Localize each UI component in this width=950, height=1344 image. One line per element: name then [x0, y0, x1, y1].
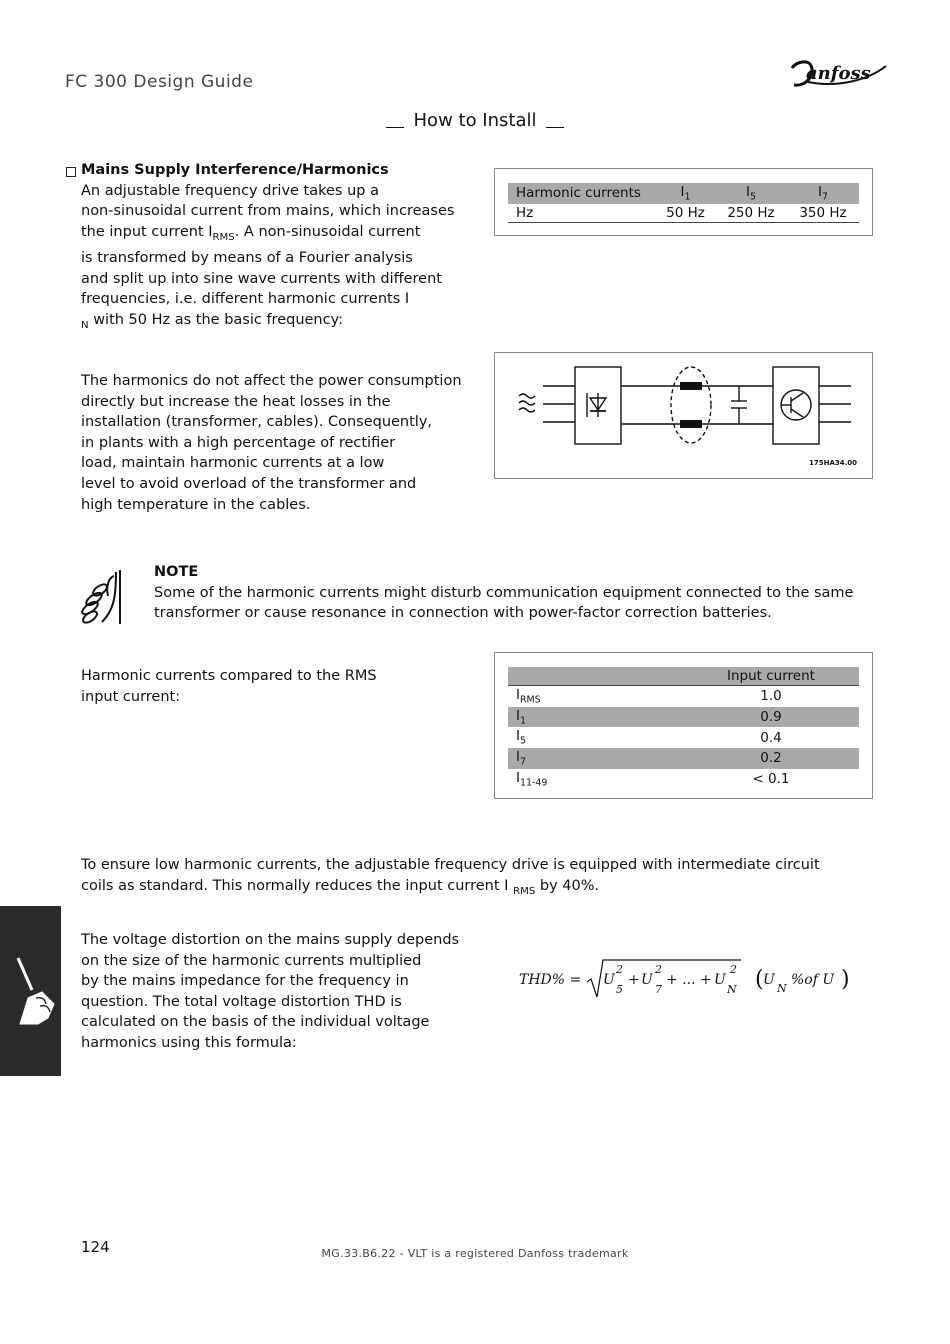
drive-circuit-diagram	[495, 353, 872, 478]
harmonics-paragraph	[81, 371, 481, 515]
paragraph-line: question. The total voltage distortion THD is	[81, 993, 402, 1010]
note-block	[154, 562, 874, 624]
formula-sub: 7	[655, 983, 662, 996]
table-row	[508, 686, 859, 707]
paragraph-line: on the size of the harmonic currents multiplied	[81, 952, 422, 969]
svg-text:anfoss: anfoss	[806, 63, 871, 84]
paragraph-line: load, maintain harmonic currents at a low	[81, 455, 385, 472]
paragraph-line: The voltage distortion on the mains supply depends	[81, 932, 460, 948]
table-cell-label: $I_7$	[516, 749, 526, 768]
mains-line: and split up into sine wave currents with different	[81, 270, 442, 287]
mains-heading: Mains Supply Interference/Harmonics	[81, 162, 389, 178]
paragraph-line: in plants with a high percentage of rectifier	[81, 434, 396, 451]
paragraph-line: To ensure low harmonic currents, the adjustable frequency drive is equipped with intermediate circuit	[81, 857, 820, 873]
formula-sup: 2	[616, 963, 623, 976]
table-cell-label: $I_5$	[516, 728, 526, 748]
paragraph-line: The harmonics do not affect the power consumption	[81, 373, 462, 389]
mains-paragraph	[81, 160, 481, 337]
table-header-row	[508, 183, 859, 204]
formula-term: U	[603, 972, 615, 988]
formula-lhs: THD% =	[519, 972, 582, 988]
document-title: FC 300 Design Guide	[65, 72, 254, 92]
section-title-text: How to Install	[413, 110, 537, 131]
note-line: Some of the harmonic currents might disturb communication equipment connected to the same	[154, 584, 854, 601]
compare-paragraph	[81, 666, 441, 707]
paragraph-line: directly but increase the heat losses in the	[81, 393, 391, 410]
input-current-table-box	[494, 652, 873, 799]
formula-term: U	[714, 972, 726, 988]
section-dash-left	[386, 127, 404, 128]
formula-note-tail: %of U	[791, 972, 835, 988]
installation-hand-icon	[0, 906, 61, 1076]
bullet-square	[66, 167, 76, 177]
footer-text: MG.33.B6.22 - VLT is a registered Danfoss trademark	[321, 1247, 629, 1260]
table-header-cell: $I_7$	[817, 184, 828, 203]
table-cell-label: $I_1$	[516, 707, 526, 727]
paragraph-line: level to avoid overload of the transformer and	[81, 475, 417, 492]
formula-op: +	[628, 972, 640, 988]
formula-sup: 2	[655, 963, 662, 976]
note-hand-icon	[80, 566, 126, 628]
note-title: NOTE	[154, 564, 199, 580]
input-current-table	[508, 667, 859, 789]
drive-circuit-diagram-box	[494, 352, 873, 479]
table-cell: 350 Hz	[799, 204, 847, 221]
voltage-paragraph	[81, 930, 481, 1054]
formula-note-sub: N	[777, 982, 787, 995]
table-header-cell	[508, 667, 683, 686]
formula-paren-close: )	[841, 967, 850, 992]
mains-line: frequencies, i.e. different harmonic currents I	[81, 291, 410, 308]
mains-line: $_N$ with 50 Hz as the basic frequency:	[81, 312, 344, 331]
table-header-row	[508, 667, 859, 686]
harmonic-frequency-table-box	[494, 168, 873, 236]
table-cell: 250 Hz	[727, 204, 775, 221]
table-cell-label: $I_{RMS}$	[516, 687, 541, 706]
table-cell: 50 Hz	[666, 204, 705, 221]
section-title	[0, 110, 950, 131]
table-header-cell: $I_5$	[745, 184, 756, 203]
paragraph-line: high temperature in the cables.	[81, 496, 311, 513]
table-cell-value: 1.0	[760, 688, 782, 705]
formula-sub: N	[727, 983, 737, 996]
formula-op: + ... +	[666, 972, 712, 988]
table-row	[508, 748, 859, 769]
mains-line: non-sinusoidal current from mains, which increases	[81, 203, 455, 220]
table-cell-value: 0.2	[760, 750, 782, 767]
paragraph-line: by the mains impedance for the frequency in	[81, 973, 409, 990]
paragraph-line: calculated on the basis of the individual voltage	[81, 1014, 430, 1031]
mains-line: is transformed by means of a Fourier analysis	[81, 250, 413, 267]
installation-section-tab	[0, 906, 61, 1076]
coils-paragraph	[81, 855, 881, 902]
table-row	[508, 727, 859, 748]
formula-sub: 5	[616, 983, 623, 996]
danfoss-logo	[788, 52, 888, 92]
table-header-cell: Input current	[727, 668, 815, 684]
formula-paren-open: (	[755, 967, 764, 992]
table-row	[508, 769, 859, 790]
table-row	[508, 707, 859, 728]
formula-sup: 2	[730, 963, 737, 976]
table-header-cell: $I_1$	[680, 184, 691, 203]
table-cell: Hz	[516, 204, 534, 221]
mains-line: An adjustable frequency drive takes up a	[81, 182, 379, 199]
paragraph-line: Harmonic currents compared to the RMS	[81, 668, 377, 684]
page-number: 124	[81, 1238, 110, 1256]
formula-note-u: U	[763, 972, 775, 988]
table-cell-label: $I_{11-49}$	[516, 769, 548, 789]
section-dash-right	[546, 127, 564, 128]
mains-line: the input current $I_{RMS}$. A non-sinusoidal current	[81, 223, 421, 243]
paragraph-line: coils as standard. This normally reduces the input current I $_{RMS}$ by 40%.	[81, 877, 600, 897]
table-row	[508, 204, 859, 223]
paragraph-line: harmonics using this formula:	[81, 1034, 297, 1051]
paragraph-line: installation (transformer, cables). Consequently,	[81, 414, 433, 431]
table-cell-value: 0.9	[760, 709, 782, 726]
thd-formula	[515, 955, 860, 1005]
note-line: transformer or cause resonance in connection with power-factor correction batteries.	[154, 605, 772, 622]
harmonic-frequency-table	[508, 183, 859, 223]
table-cell-value: 0.4	[760, 729, 782, 746]
paragraph-line: input current:	[81, 688, 181, 705]
diagram-code: 175HA34.00	[809, 459, 858, 467]
table-header-cell: Harmonic currents	[516, 185, 641, 202]
formula-term: U	[641, 972, 653, 988]
table-cell-value: < 0.1	[752, 771, 790, 788]
